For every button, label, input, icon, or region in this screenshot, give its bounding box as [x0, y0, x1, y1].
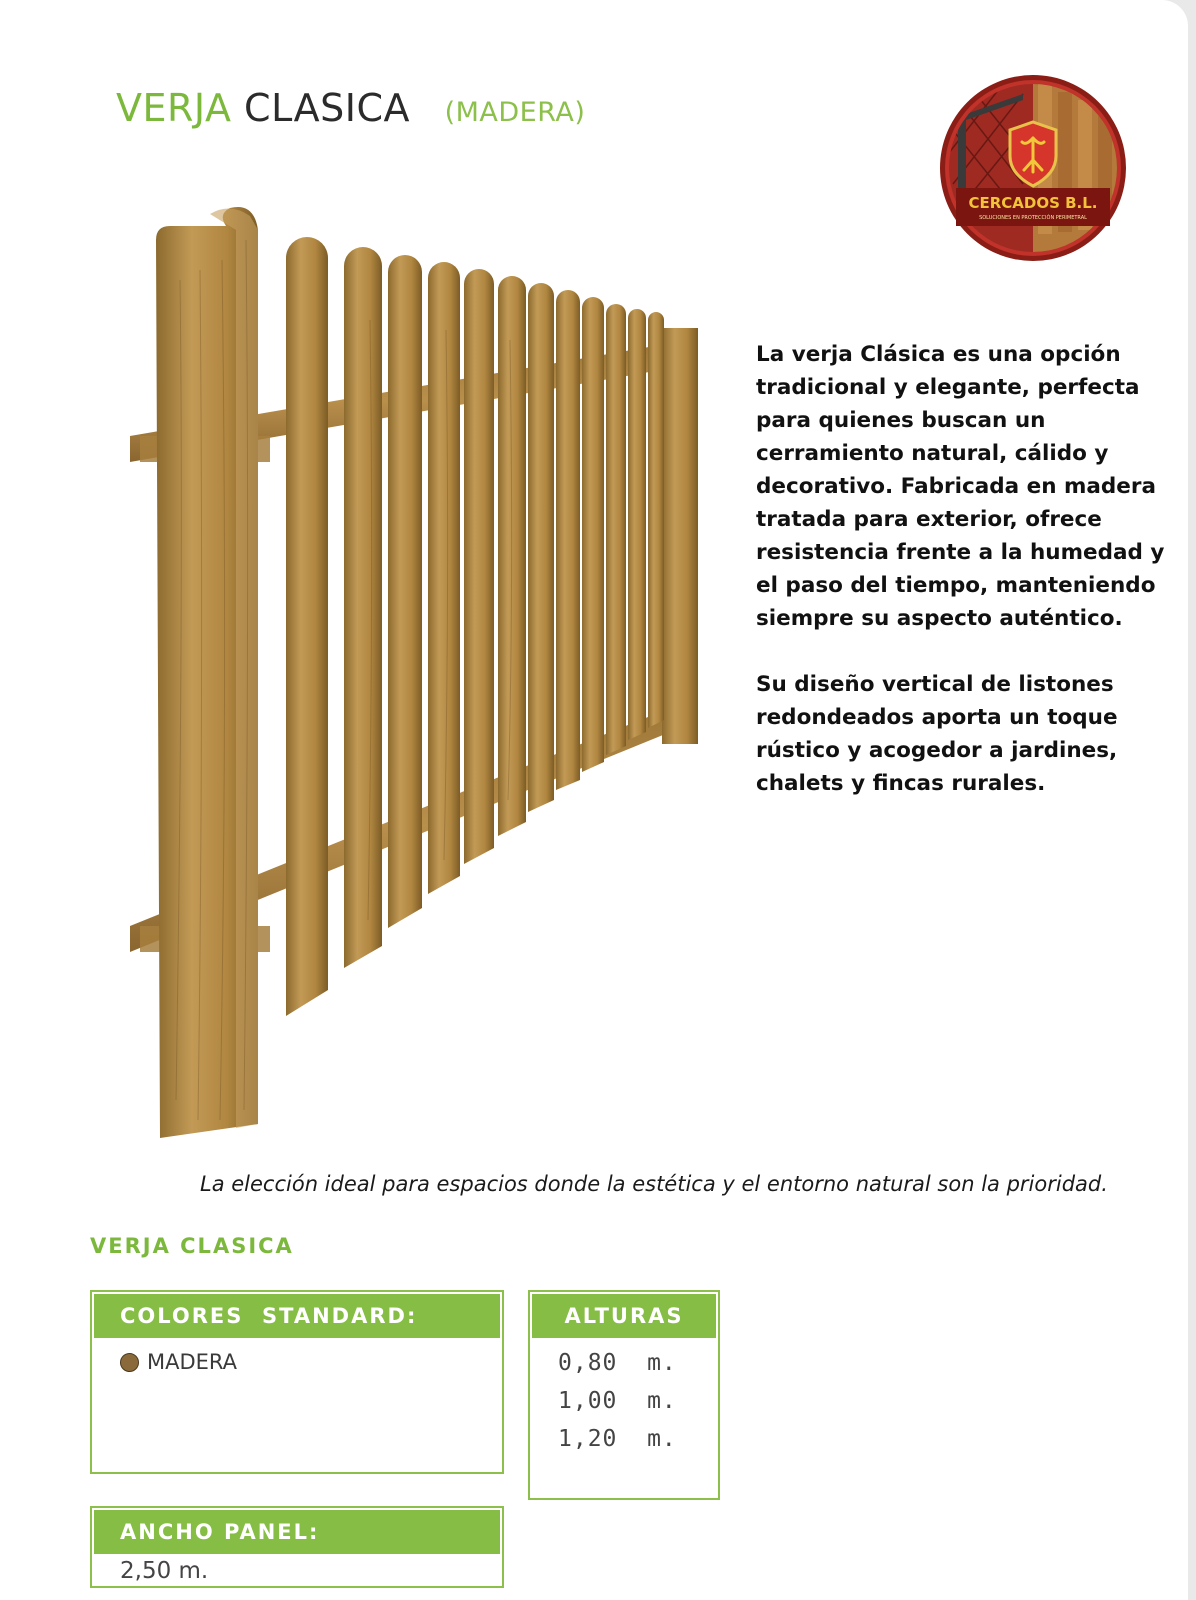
logo-tagline-text: SOLUCIONES EN PROTECCIÓN PERIMETRAL [979, 215, 1087, 221]
page-title [116, 86, 585, 130]
title-word-clasica: CLASICA [244, 86, 410, 130]
heights-header: ALTURAS [532, 1294, 716, 1338]
title-material: (MADERA) [444, 97, 586, 128]
height-value: 1,00 m. [558, 1388, 677, 1414]
logo-brand-text: CERCADOS B.L. [968, 194, 1098, 212]
height-value: 1,20 m. [558, 1426, 677, 1452]
colors-box [90, 1290, 504, 1474]
colors-header: COLORES STANDARD: [94, 1294, 500, 1338]
title-word-verja: VERJA [116, 86, 232, 130]
height-value: 0,80 m. [558, 1350, 677, 1376]
cercados-logo [928, 74, 1138, 262]
product-tagline: La elección ideal para espacios donde la estética y el entorno natural son la prioridad. [200, 1172, 1108, 1196]
color-item [120, 1350, 502, 1374]
product-description [756, 338, 1186, 833]
fence-product-image [130, 200, 730, 1160]
color-item-label: MADERA [147, 1350, 238, 1374]
spec-section-title: VERJA CLASICA [90, 1234, 294, 1258]
panel-width-value: 2,50 m. [120, 1558, 209, 1584]
panel-width-box [90, 1506, 504, 1588]
color-swatch-icon [120, 1353, 139, 1372]
description-paragraph-1: La verja Clásica es una opción tradicional y elegante, perfecta para quienes buscan un cerramiento natural, cálido y decorativo. Fabricada en madera tratada para exterior, ofrece resistencia frente a la humedad y el paso del tiempo, manteniendo siempre su aspecto auténtico. [756, 342, 1165, 631]
heights-box [528, 1290, 720, 1500]
panel-width-header: ANCHO PANEL: [94, 1510, 500, 1554]
description-paragraph-2: Su diseño vertical de listones redondeados aporta un toque rústico y acogedor a jardines, chalets y fincas rurales. [756, 672, 1118, 796]
